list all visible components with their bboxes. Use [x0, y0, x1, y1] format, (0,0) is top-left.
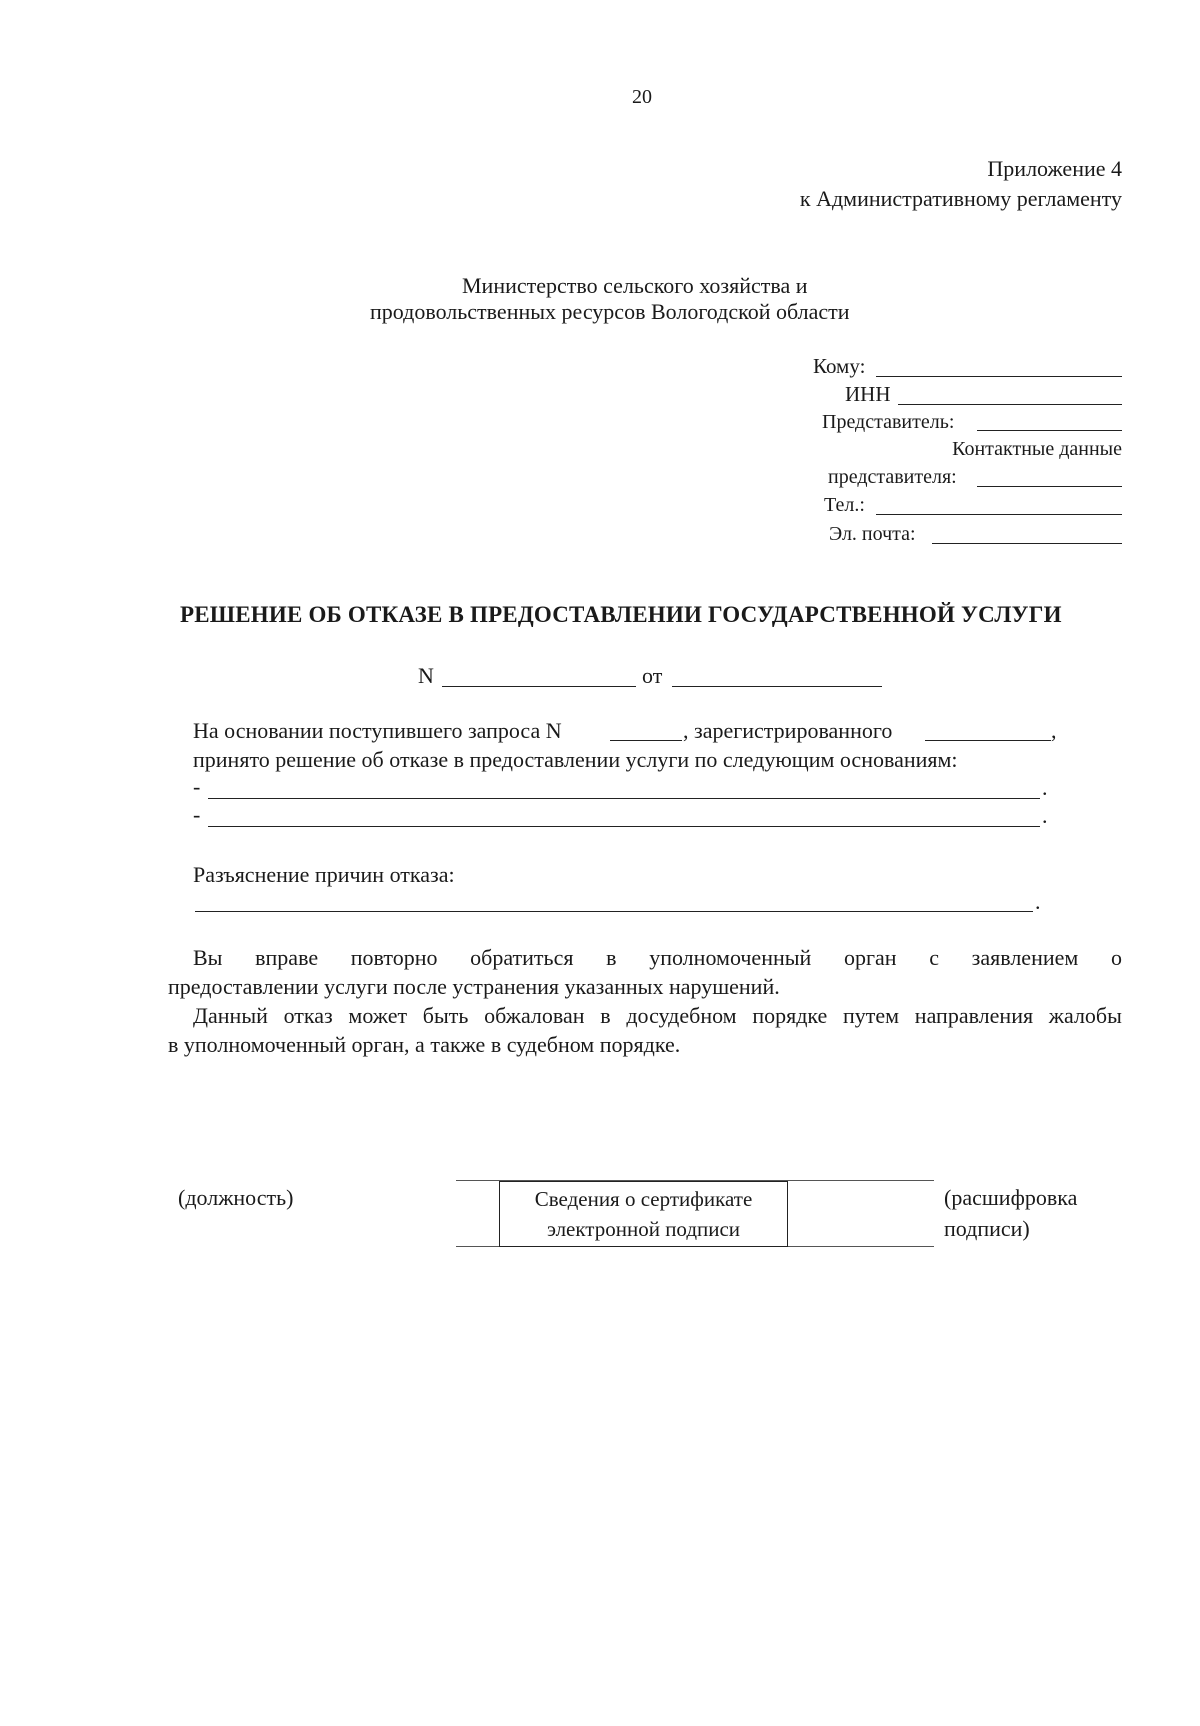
appeal-word: может	[348, 1003, 408, 1028]
recipient-rep-label: Представитель:	[822, 411, 955, 433]
appeal-word: направления	[914, 1003, 1034, 1028]
recipient-rep-field[interactable]	[977, 430, 1122, 431]
reason-2-field[interactable]	[208, 826, 1040, 827]
recipient-contacts-label-2: представителя:	[828, 466, 957, 488]
reapply-word: с	[929, 945, 939, 970]
appeal-word: Данный	[193, 1003, 268, 1028]
recipient-inn-label: ИНН	[845, 382, 891, 406]
decision-title: РЕШЕНИЕ ОБ ОТКАЗЕ В ПРЕДОСТАВЛЕНИИ ГОСУДАРСТВЕННОЙ УСЛУГИ	[180, 602, 1062, 627]
reason-1-period: .	[1042, 775, 1048, 800]
explanation-period: .	[1035, 889, 1041, 914]
appendix-label: Приложение 4	[987, 156, 1122, 181]
ministry-line-1: Министерство сельского хозяйства и	[462, 273, 808, 298]
reapply-word: повторно	[350, 945, 438, 970]
decision-date-field[interactable]	[672, 686, 882, 687]
recipient-phone-label: Тел.:	[824, 494, 865, 516]
recipient-phone-field[interactable]	[876, 514, 1122, 515]
ministry-line-2: продовольственных ресурсов Вологодской области	[370, 299, 850, 324]
reapply-text-line-1	[193, 944, 1122, 972]
request-number-field[interactable]	[610, 740, 682, 741]
reason-1-dash: -	[193, 774, 201, 799]
reason-2-dash: -	[193, 802, 201, 827]
regulation-label: к Административному регламенту	[799, 186, 1122, 211]
reason-2-period: .	[1042, 803, 1048, 828]
reapply-word: в	[606, 945, 617, 970]
certificate-info-line-2: электронной подписи	[546, 1217, 741, 1241]
signature-decode-line-2: подписи)	[944, 1216, 1030, 1241]
page-number: 20	[632, 86, 652, 108]
recipient-email-field[interactable]	[932, 543, 1122, 544]
appeal-text-line-1	[193, 1002, 1122, 1030]
registered-date-field[interactable]	[925, 740, 1051, 741]
decision-date-label: от	[642, 663, 663, 688]
decision-number-label: N	[418, 663, 434, 688]
recipient-inn-field[interactable]	[898, 404, 1122, 405]
explanation-field[interactable]	[195, 911, 1033, 912]
reapply-word: орган	[843, 945, 897, 970]
certificate-info-line-1: Сведения о сертификате	[534, 1187, 753, 1211]
request-basis-text: На основании поступившего запроса N	[193, 718, 562, 743]
explanation-label: Разъяснение причин отказа:	[193, 862, 455, 887]
decision-number-field[interactable]	[442, 686, 636, 687]
appeal-word: отказ	[283, 1003, 333, 1028]
appeal-word: в	[600, 1003, 611, 1028]
comma-mark: ,	[1051, 718, 1057, 743]
reapply-word: заявлением	[971, 945, 1079, 970]
recipient-contacts-label-1: Контактные данные	[952, 438, 1122, 460]
reapply-word: обратиться	[470, 945, 574, 970]
recipient-to-label: Кому:	[813, 354, 866, 378]
certificate-info-box	[499, 1181, 788, 1247]
appeal-word: жалобы	[1048, 1003, 1122, 1028]
appeal-word: порядке	[752, 1003, 828, 1028]
recipient-contacts-field[interactable]	[977, 486, 1122, 487]
appeal-word: досудебном	[626, 1003, 737, 1028]
appeal-word: быть	[422, 1003, 469, 1028]
reapply-word: о	[1110, 945, 1122, 970]
reapply-word: уполномоченный	[649, 945, 812, 970]
registered-text: , зарегистрированного	[683, 718, 893, 743]
recipient-email-label: Эл. почта:	[829, 523, 916, 545]
reapply-word: вправе	[255, 945, 319, 970]
decision-reasons-text: принято решение об отказе в предоставлении услуги по следующим основаниям:	[193, 747, 958, 772]
appeal-text-line-2: в уполномоченный орган, а также в судебном порядке.	[168, 1032, 681, 1057]
reapply-word: Вы	[193, 945, 223, 970]
signature-decode-line-1: (расшифровка	[944, 1185, 1078, 1210]
position-label: (должность)	[178, 1185, 294, 1210]
appeal-word: обжалован	[484, 1003, 585, 1028]
reapply-text-line-2: предоставлении услуги после устранения указанных нарушений.	[168, 974, 780, 999]
appeal-word: путем	[843, 1003, 900, 1028]
recipient-to-field[interactable]	[876, 376, 1122, 377]
reason-1-field[interactable]	[208, 798, 1040, 799]
